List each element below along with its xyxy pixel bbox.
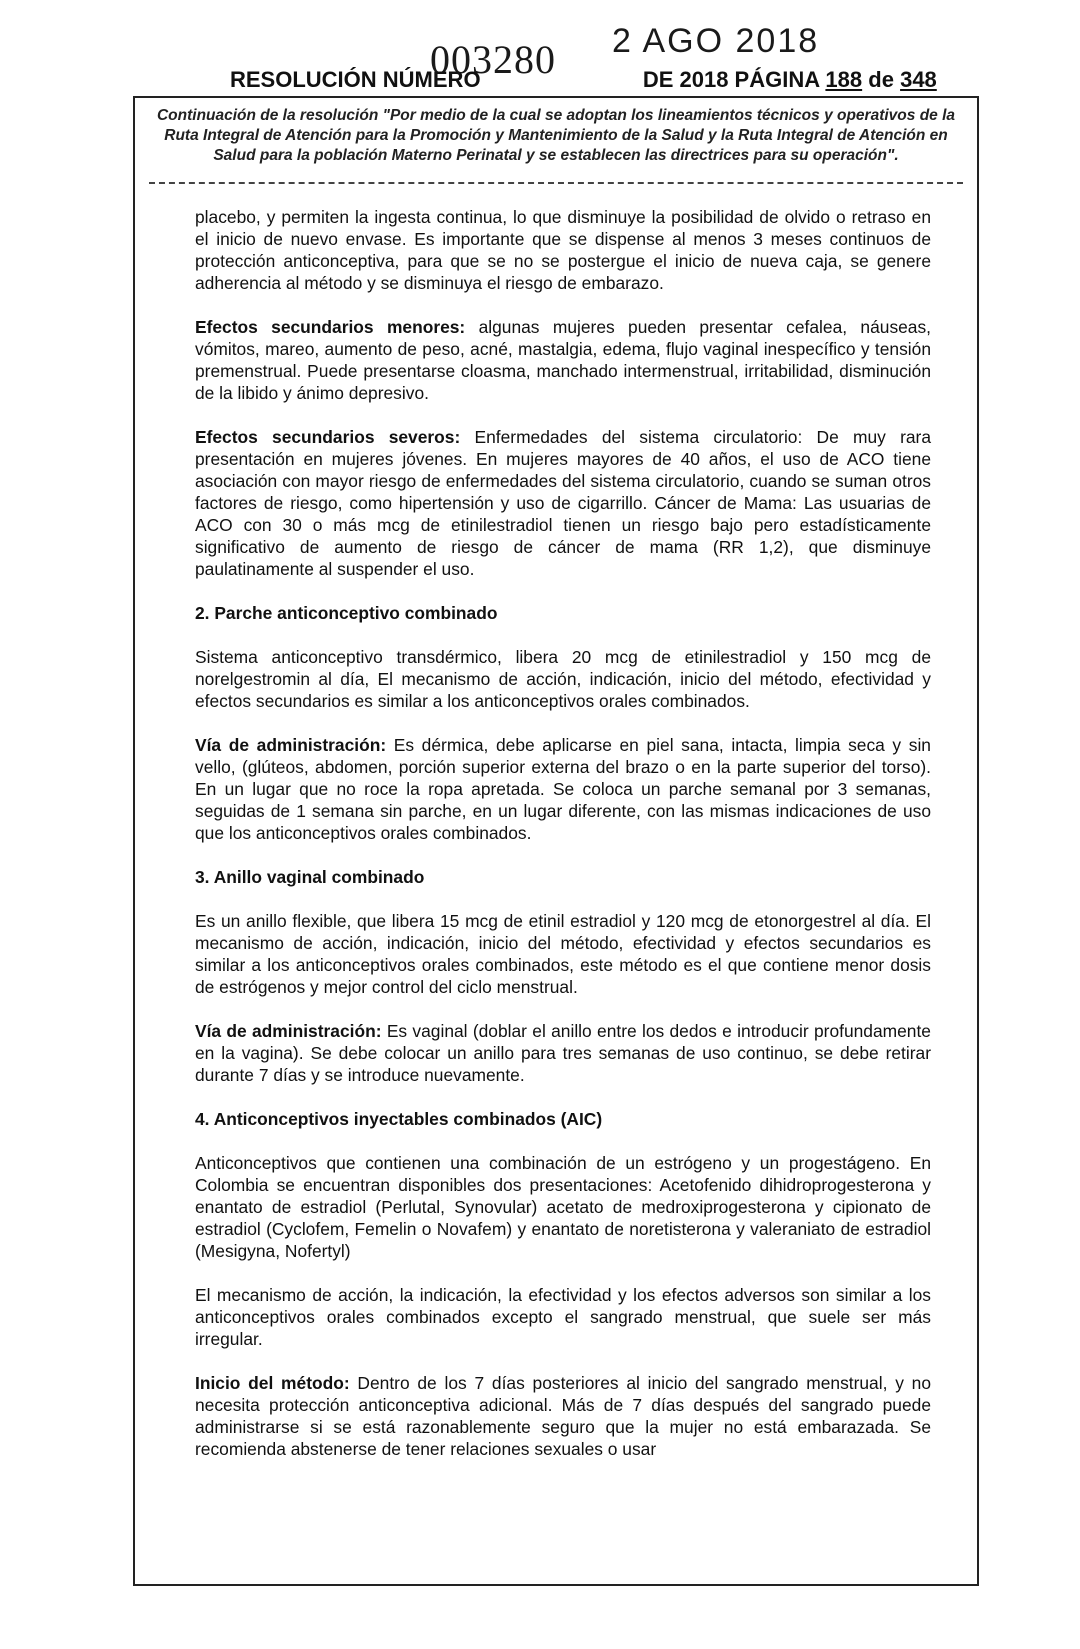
paragraph-placebo: placebo, y permiten la ingesta continua, lo que disminuye la posibilidad de olvido o retraso en el inicio de nuevo envase. Es importante que se dispense al menos 3 meses continuos de protección anticonceptiva, para que se no se postergue el inicio de nueva caja, se genere adherencia al método y se disminuya el riesgo de embarazo.: [195, 207, 931, 293]
section-heading-injectables: 4. Anticonceptivos inyectables combinados (AIC): [195, 1109, 603, 1129]
total-pages: 348: [900, 67, 937, 92]
paragraph-minor-effects: Efectos secundarios menores: algunas mujeres pueden presentar cefalea, náuseas, vómitos, mareo, aumento de peso, acné, mastalgia, edema, flujo vaginal inespecífico y tensión premenstrual. Puede presentarse cloasma, manchado intermenstrual, irritabilidad, disminución de la libido y ánimo depresivo.: [195, 317, 932, 403]
resolution-number-stamp: 003280: [430, 37, 556, 82]
paragraph-patch: Sistema anticonceptivo transdérmico, libera 20 mcg de etinilestradiol y 150 mcg de norelgestromin al día, El mecanismo de acción, indicación, inicio del método, efectividad y efectos secundarios es similar a los anticonceptivos orales combinados.: [195, 647, 931, 711]
via-label: Vía de administración:: [195, 1021, 382, 1041]
header-prefix: RESOLUCIÓN NÚMERO: [230, 67, 481, 92]
separator-line: [149, 182, 963, 184]
start-label: Inicio del método:: [195, 1373, 350, 1393]
paragraph-patch-via: Vía de administración: Es dérmica, debe aplicarse en piel sana, intacta, limpia seca y sin vello, (glúteos, abdomen, porción superior externa del brazo o en la parte superior del torso). En un lugar que no roce la ropa apretada. Se coloca un parche semanal por 3 semanas, seguidas de 1 semana sin parche, en un lugar diferente, con las mismas indicaciones de uso que los anticonceptivos orales combinados.: [195, 735, 931, 843]
header-of: de: [868, 67, 894, 92]
continuation-note: Continuación de la resolución "Por medio de la cual se adoptan los lineamientos técnicos y operativos de la Ruta Integral de Atención para la Promoción y Mantenimiento de la Salud y la Ruta Integral de Atención en Salud para la población Materno Perinatal y se establecen las directrices para su operación".: [156, 107, 956, 164]
minor-effects-label: Efectos secundarios menores:: [195, 317, 466, 337]
page-number: 188: [825, 67, 863, 92]
section-heading-patch: 2. Parche anticonceptivo combinado: [195, 603, 498, 623]
via-label: Vía de administración:: [195, 735, 387, 755]
body-text: [195, 206, 931, 1460]
paragraph-ring-via: Vía de administración: Es vaginal (doblar el anillo entre los dedos e introducir profundamente en la vagina). Se debe colocar un anillo para tres semanas de uso continuo, se debe retirar durante 7 días y se introduce nuevamente.: [195, 1021, 931, 1085]
severe-effects-label: Efectos secundarios severos:: [195, 427, 461, 447]
resolution-header: [230, 67, 937, 93]
paragraph-ring: Es un anillo flexible, que libera 15 mcg de etinil estradiol y 120 mcg de etonorgestrel al día. El mecanismo de acción, indicación, inicio del método, efectividad y efectos secundarios es similar a los anticonceptivos orales combinados, este método es el que contiene menor dosis de estrógenos y mejor control del ciclo menstrual.: [195, 911, 931, 997]
paragraph-severe-effects: Efectos secundarios severos: Enfermedades del sistema circulatorio: De muy rara presentación en mujeres jóvenes. En mujeres mayores de 40 años, el uso de ACO tiene asociación con mayor riesgo de enfermedades del sistema circulatorio, cuando se suman otros factores de riesgo, como hipertensión y uso de cigarrillo. Cáncer de Mama: Las usuarias de ACO con 30 o más mcg de etinilestradiol tienen un riesgo bajo pero estadísticamente significativo de aumento de riesgo de cáncer de mama (RR 1,2), que disminuye paulatinamente al suspender el uso.: [195, 427, 931, 579]
paragraph-start: Inicio del método: Dentro de los 7 días posteriores al inicio del sangrado menstrual, y no necesita protección anticonceptiva adicional. Más de 7 días después del sangrado puede administrarse si se está razonablemente seguro que la mujer no está embarazada. Se recomienda abstenerse de tener relaciones sexuales o usar: [195, 1373, 931, 1459]
paragraph-injectables: Anticonceptivos que contienen una combinación de un estrógeno y un progestágeno. En Colombia se encuentran disponibles dos presentaciones: Acetofenido dihidroprogesterona y enantato de estradiol (Perlutal, Synovular) acetato de medroxiprogesterona y cipionato de estradiol (Cyclofem, Femelin o Novafem) y enantato de noretisterona y valeraniato de estradiol (Mesigyna, Nofertyl): [195, 1153, 931, 1261]
header-de: DE 2018 PÁGINA: [642, 67, 820, 92]
page-frame: [133, 96, 979, 1586]
section-heading-ring: 3. Anillo vaginal combinado: [195, 867, 425, 887]
date-stamp: 2 AGO 2018: [612, 22, 820, 60]
paragraph-mechanism: El mecanismo de acción, la indicación, la efectividad y los efectos adversos son similar a los anticonceptivos orales combinados excepto el sangrado menstrual, que suele ser más irregular.: [195, 1285, 931, 1349]
